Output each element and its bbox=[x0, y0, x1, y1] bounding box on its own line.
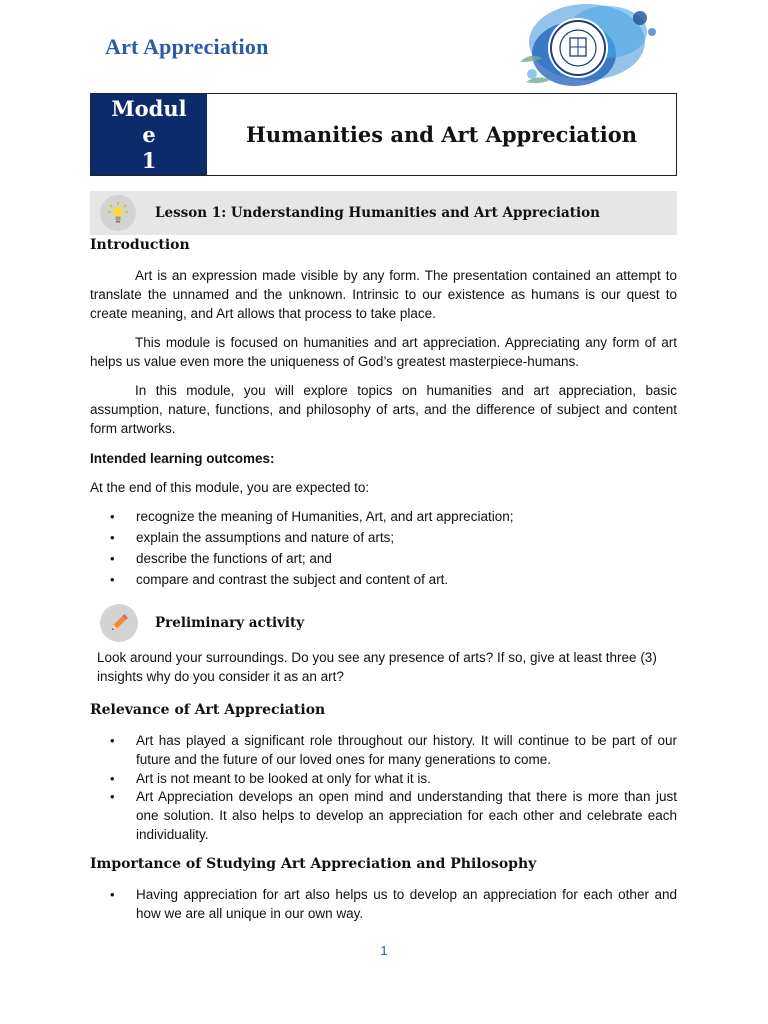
university-seal-logo bbox=[512, 2, 662, 94]
list-item: • explain the assumptions and nature of arts; bbox=[110, 529, 395, 545]
list-item: • Art has played a significant role throughout our history. It will continue to be part of our future and the future of our loved ones for many generations to come. bbox=[110, 733, 677, 767]
list-item: • Having appreciation for art also helps us to develop an appreciation for each other and how we are all unique in our own way. bbox=[110, 887, 677, 921]
preliminary-activity-row bbox=[100, 604, 304, 642]
intro-paragraph: This module is focused on humanities and art appreciation. Appreciating any form of art helps us value even more the uniqueness of God’s greatest masterpiece-humans. bbox=[90, 335, 677, 369]
relevance-list bbox=[90, 732, 677, 845]
lightbulb-icon bbox=[100, 195, 136, 231]
module-title: Humanities and Art Appreciation bbox=[245, 122, 637, 147]
importance-heading: Importance of Studying Art Appreciation and Philosophy bbox=[90, 856, 537, 872]
introduction-heading: Introduction bbox=[90, 237, 190, 253]
intro-paragraph: Art is an expression made visible by any form. The presentation contained an attempt to translate the unnamed and the unknown. Intrinsic to our existence as humans is our quest to create meaning, and Art allows that process to take place. bbox=[90, 268, 677, 321]
outcomes-intro: At the end of this module, you are expected to: bbox=[90, 480, 370, 495]
list-item: • recognize the meaning of Humanities, Art, and art appreciation; bbox=[110, 509, 514, 524]
module-header-box bbox=[90, 93, 677, 176]
watercolor-logo-icon bbox=[512, 2, 662, 94]
list-item: • Art is not meant to be looked at only for what it is. bbox=[110, 770, 431, 786]
module-label-part: e bbox=[142, 122, 156, 147]
header-title: Art Appreciation bbox=[105, 34, 269, 59]
relevance-heading: Relevance of Art Appreciation bbox=[90, 702, 326, 718]
importance-list bbox=[90, 886, 677, 924]
lesson-title: Lesson 1: Understanding Humanities and Art Appreciation bbox=[155, 205, 600, 221]
intro-paragraph: In this module, you will explore topics on humanities and art appreciation, basic assumption, nature, functions, and philosophy of arts, and the difference of subject and content form artworks. bbox=[90, 383, 677, 436]
list-item: • Art Appreciation develops an open mind and understanding that there is more than just one solution. It also helps to develop an appreciation for each other and celebrate each individuality. bbox=[110, 789, 677, 842]
module-label-part: 1 bbox=[141, 148, 157, 173]
pencil-icon bbox=[100, 604, 138, 642]
list-item: • describe the functions of art; and bbox=[110, 550, 332, 566]
list-item: • compare and contrast the subject and content of art. bbox=[110, 571, 449, 587]
page-number: 1 bbox=[380, 943, 388, 958]
outcomes-heading: Intended learning outcomes: bbox=[90, 451, 275, 466]
lesson-bar bbox=[90, 191, 677, 235]
outcomes-list bbox=[90, 508, 677, 590]
module-number-label bbox=[91, 94, 207, 175]
module-label-part: Modul bbox=[111, 96, 187, 121]
preliminary-title: Preliminary activity bbox=[155, 615, 305, 631]
preliminary-text: Look around your surroundings. Do you see any presence of arts? If so, give at least three (3) insights why do you consider it as an art? bbox=[97, 650, 657, 684]
